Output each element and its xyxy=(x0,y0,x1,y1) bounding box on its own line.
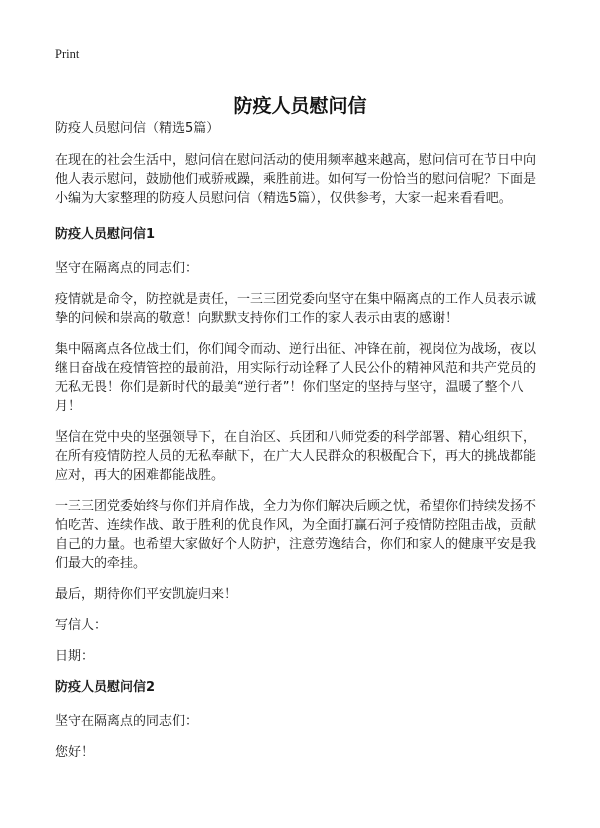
letter-1-heading: 防疫人员慰问信1 xyxy=(55,227,156,242)
letter-2-opening: 您好！ xyxy=(55,745,95,760)
letter-1-closing: 最后，期待你们平安凯旋归来！ xyxy=(55,587,238,602)
letter-1-signer: 写信人： xyxy=(55,618,108,633)
document-body xyxy=(55,119,547,774)
letter-1-paragraph: 集中隔离点各位战士们，你们闻令而动、逆行出征、冲锋在前，视岗位为战场，夜以继日奋战在疫情管控的最前沿，用实际行动诠释了人民公仆的精神风范和共产党员的无私无畏！你们是新时代的最美“逆行者”！你们坚定的坚持与坚守，温暖了整个八月！ xyxy=(55,342,537,414)
letter-1-paragraph: 坚信在党中央的坚强领导下，在自治区、兵团和八师党委的科学部署、精心组织下，在所有疫情防控人员的无私奉献下，在广大人民群众的积极配合下，再大的挑战都能应对，再大的困难都能战胜。 xyxy=(55,430,537,483)
letter-2-greeting: 坚守在隔离点的同志们： xyxy=(55,714,199,729)
document-subtitle: 防疫人员慰问信（精选5篇） xyxy=(55,121,220,136)
page-title: 防疫人员慰问信 xyxy=(233,94,367,117)
letter-1-date: 日期： xyxy=(55,649,95,664)
letter-1-greeting: 坚守在隔离点的同志们： xyxy=(55,261,199,276)
letter-2-heading: 防疫人员慰问信2 xyxy=(55,680,156,695)
letter-1-paragraph: 疫情就是命令，防控就是责任，一三三团党委向坚守在集中隔离点的工作人员表示诚挚的问候和崇高的敬意！向默默支持你们工作的家人表示由衷的感谢！ xyxy=(55,292,537,326)
intro-paragraph: 在现在的社会生活中，慰问信在慰问活动的使用频率越来越高，慰问信可在节日中向他人表示慰问，鼓励他们戒骄戒躁，乘胜前进。如何写一份恰当的慰问信呢？下面是小编为大家整理的防疫人员慰问信（精选5篇），仅供参考，大家一起来看看吧。 xyxy=(55,153,537,206)
print-link[interactable]: Print xyxy=(55,47,80,61)
letter-1-paragraph: 一三三团党委始终与你们并肩作战，全力为你们解决后顾之忧，希望你们持续发扬不怕吃苦、连续作战、敢于胜利的优良作风，为全面打赢石河子疫情防控阻击战，贡献自己的力量。也希望大家做好个人防护，注意劳逸结合，你们和家人的健康平安是我们最大的牵挂。 xyxy=(55,499,537,571)
